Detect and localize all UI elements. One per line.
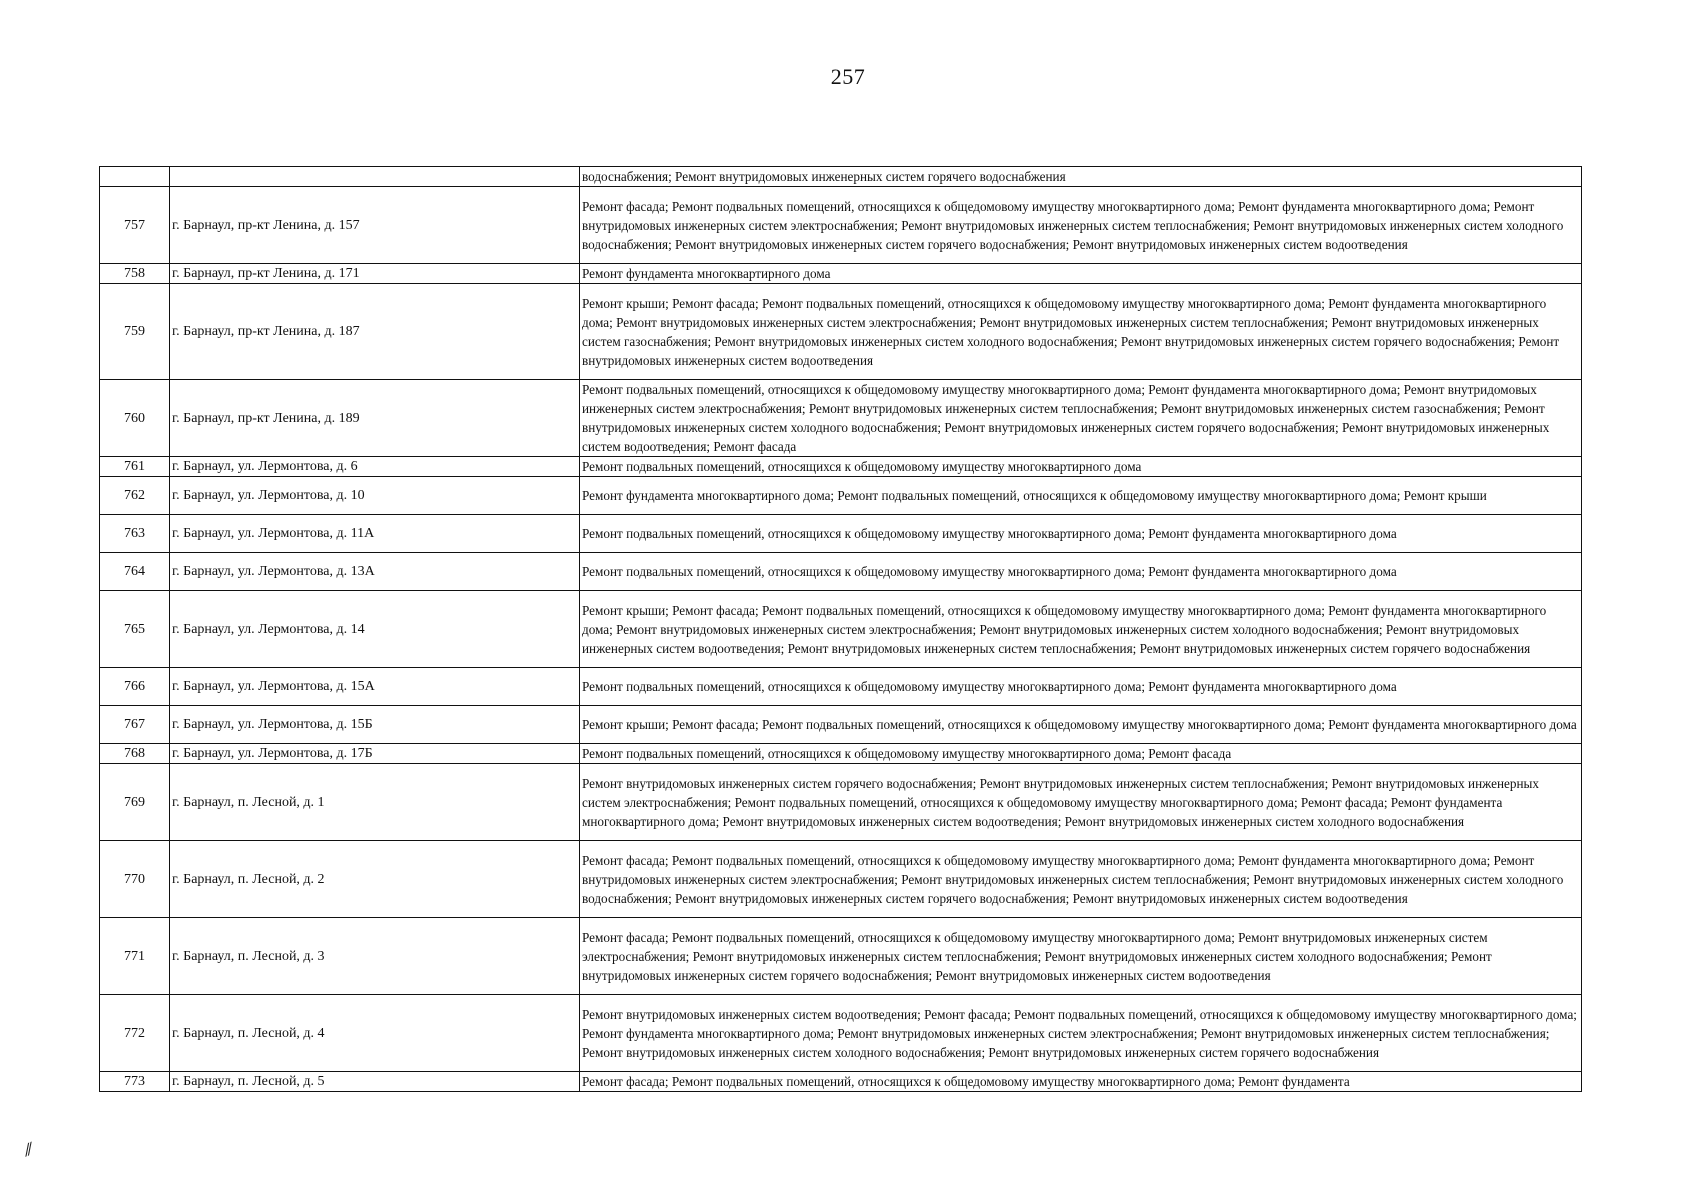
row-works: Ремонт фасада; Ремонт подвальных помещений, относящихся к общедомовому имуществу многоквартирного дома; Ремонт фундамента многоквартирного дома; Ремонт внутридомовых инженерных систем электроснабжения; Ремонт внутридомовых инженерных систем теплоснабжения; Ремонт внутридомовых инженерных систем холодного водоснабжения; Ремонт внутридомовых инженерных систем горячего водоснабжения; Ремонт внутридомовых инженерных систем водоотведения: [580, 841, 1582, 918]
row-address: г. Барнаул, п. Лесной, д. 2: [170, 841, 580, 918]
table-row: [100, 918, 1582, 995]
row-address: г. Барнаул, пр-кт Ленина, д. 187: [170, 284, 580, 380]
row-works: Ремонт фасада; Ремонт подвальных помещений, относящихся к общедомовому имуществу многоквартирного дома; Ремонт внутридомовых инженерных систем электроснабжения; Ремонт внутридомовых инженерных систем теплоснабжения; Ремонт внутридомовых инженерных систем холодного водоснабжения; Ремонт внутридомовых инженерных систем горячего водоснабжения; Ремонт внутридомовых инженерных систем водоотведения: [580, 918, 1582, 995]
row-number: 761: [100, 457, 170, 477]
row-works: Ремонт фасада; Ремонт подвальных помещений, относящихся к общедомовому имуществу многоквартирного дома; Ремонт фундамента: [580, 1072, 1582, 1092]
row-number: 762: [100, 477, 170, 515]
row-works: Ремонт крыши; Ремонт фасада; Ремонт подвальных помещений, относящихся к общедомовому имуществу многоквартирного дома; Ремонт фундамента многоквартирного дома; Ремонт внутридомовых инженерных систем электроснабжения; Ремонт внутридомовых инженерных систем теплоснабжения; Ремонт внутридомовых инженерных систем газоснабжения; Ремонт внутридомовых инженерных систем холодного водоснабжения; Ремонт внутридомовых инженерных систем горячего водоснабжения; Ремонт внутридомовых инженерных систем водоотведения: [580, 284, 1582, 380]
repair-works-table: [99, 166, 1582, 1092]
row-number: 760: [100, 380, 170, 457]
row-number: 766: [100, 668, 170, 706]
row-number: 771: [100, 918, 170, 995]
table-row: [100, 764, 1582, 841]
row-works: Ремонт подвальных помещений, относящихся к общедомовому имуществу многоквартирного дома; Ремонт фундамента многоквартирного дома: [580, 668, 1582, 706]
table-row: [100, 668, 1582, 706]
table-row: [100, 187, 1582, 264]
table-row: [100, 515, 1582, 553]
table-row: [100, 477, 1582, 515]
row-address: г. Барнаул, п. Лесной, д. 4: [170, 995, 580, 1072]
row-number: 765: [100, 591, 170, 668]
table-row: [100, 380, 1582, 457]
row-works: водоснабжения; Ремонт внутридомовых инженерных систем горячего водоснабжения: [580, 167, 1582, 187]
page-number: 257: [830, 64, 866, 89]
row-number: 768: [100, 744, 170, 764]
row-address: г. Барнаул, ул. Лермонтова, д. 13А: [170, 553, 580, 591]
row-address: г. Барнаул, ул. Лермонтова, д. 15Б: [170, 706, 580, 744]
row-works: Ремонт крыши; Ремонт фасада; Ремонт подвальных помещений, относящихся к общедомовому имуществу многоквартирного дома; Ремонт фундамента многоквартирного дома: [580, 706, 1582, 744]
table-row: [100, 591, 1582, 668]
row-address: г. Барнаул, ул. Лермонтова, д. 11А: [170, 515, 580, 553]
table-row: [100, 167, 1582, 187]
row-address: г. Барнаул, п. Лесной, д. 3: [170, 918, 580, 995]
table-row: [100, 553, 1582, 591]
row-number: 759: [100, 284, 170, 380]
row-number: 767: [100, 706, 170, 744]
row-address: г. Барнаул, пр-кт Ленина, д. 189: [170, 380, 580, 457]
row-address: г. Барнаул, ул. Лермонтова, д. 14: [170, 591, 580, 668]
row-number: 757: [100, 187, 170, 264]
row-works: Ремонт подвальных помещений, относящихся к общедомовому имуществу многоквартирного дома; Ремонт фасада: [580, 744, 1582, 764]
table-row: [100, 744, 1582, 764]
row-number: 764: [100, 553, 170, 591]
table-row: [100, 995, 1582, 1072]
row-works: Ремонт подвальных помещений, относящихся к общедомовому имуществу многоквартирного дома; Ремонт фундамента многоквартирного дома; Ремонт внутридомовых инженерных систем электроснабжения; Ремонт внутридомовых инженерных систем теплоснабжения; Ремонт внутридомовых инженерных систем газоснабжения; Ремонт внутридомовых инженерных систем холодного водоснабжения; Ремонт внутридомовых инженерных систем горячего водоснабжения; Ремонт внутридомовых инженерных систем водоотведения; Ремонт фасада: [580, 380, 1582, 457]
row-number: 772: [100, 995, 170, 1072]
row-address: [170, 167, 580, 187]
row-works: Ремонт подвальных помещений, относящихся к общедомовому имуществу многоквартирного дома; Ремонт фундамента многоквартирного дома: [580, 553, 1582, 591]
table-row: [100, 706, 1582, 744]
table-row: [100, 457, 1582, 477]
table-row: [100, 264, 1582, 284]
row-address: г. Барнаул, ул. Лермонтова, д. 17Б: [170, 744, 580, 764]
row-address: г. Барнаул, пр-кт Ленина, д. 171: [170, 264, 580, 284]
row-number: [100, 167, 170, 187]
row-works: Ремонт внутридомовых инженерных систем водоотведения; Ремонт фасада; Ремонт подвальных помещений, относящихся к общедомовому имуществу многоквартирного дома; Ремонт фундамента многоквартирного дома; Ремонт внутридомовых инженерных систем электроснабжения; Ремонт внутридомовых инженерных систем теплоснабжения; Ремонт внутридомовых инженерных систем холодного водоснабжения; Ремонт внутридомовых инженерных систем горячего водоснабжения: [580, 995, 1582, 1072]
row-address: г. Барнаул, ул. Лермонтова, д. 6: [170, 457, 580, 477]
row-works: Ремонт фундамента многоквартирного дома: [580, 264, 1582, 284]
row-number: 758: [100, 264, 170, 284]
table-row: [100, 1072, 1582, 1092]
row-works: Ремонт фасада; Ремонт подвальных помещений, относящихся к общедомовому имуществу многоквартирного дома; Ремонт фундамента многоквартирного дома; Ремонт внутридомовых инженерных систем электроснабжения; Ремонт внутридомовых инженерных систем теплоснабжения; Ремонт внутридомовых инженерных систем холодного водоснабжения; Ремонт внутридомовых инженерных систем горячего водоснабжения; Ремонт внутридомовых инженерных систем водоотведения: [580, 187, 1582, 264]
row-number: 769: [100, 764, 170, 841]
row-works: Ремонт подвальных помещений, относящихся к общедомовому имуществу многоквартирного дома: [580, 457, 1582, 477]
row-number: 773: [100, 1072, 170, 1092]
row-address: г. Барнаул, ул. Лермонтова, д. 15А: [170, 668, 580, 706]
table-row: [100, 841, 1582, 918]
row-works: Ремонт подвальных помещений, относящихся к общедомовому имуществу многоквартирного дома; Ремонт фундамента многоквартирного дома: [580, 515, 1582, 553]
row-works: Ремонт фундамента многоквартирного дома; Ремонт подвальных помещений, относящихся к общедомовому имуществу многоквартирного дома; Ремонт крыши: [580, 477, 1582, 515]
row-number: 770: [100, 841, 170, 918]
row-works: Ремонт внутридомовых инженерных систем горячего водоснабжения; Ремонт внутридомовых инженерных систем теплоснабжения; Ремонт внутридомовых инженерных систем электроснабжения; Ремонт подвальных помещений, относящихся к общедомовому имуществу многоквартирного дома; Ремонт фасада; Ремонт фундамента многоквартирного дома; Ремонт внутридомовых инженерных систем водоотведения; Ремонт внутридомовых инженерных систем холодного водоснабжения: [580, 764, 1582, 841]
row-address: г. Барнаул, п. Лесной, д. 1: [170, 764, 580, 841]
row-number: 763: [100, 515, 170, 553]
table-row: [100, 284, 1582, 380]
row-address: г. Барнаул, пр-кт Ленина, д. 157: [170, 187, 580, 264]
row-works: Ремонт крыши; Ремонт фасада; Ремонт подвальных помещений, относящихся к общедомовому имуществу многоквартирного дома; Ремонт фундамента многоквартирного дома; Ремонт внутридомовых инженерных систем электроснабжения; Ремонт внутридомовых инженерных систем холодного водоснабжения; Ремонт внутридомовых инженерных систем водоотведения; Ремонт внутридомовых инженерных систем теплоснабжения; Ремонт внутридомовых инженерных систем горячего водоснабжения: [580, 591, 1582, 668]
row-address: г. Барнаул, ул. Лермонтова, д. 10: [170, 477, 580, 515]
scan-artifact-mark: ⁄⁄: [22, 1139, 35, 1160]
row-address: г. Барнаул, п. Лесной, д. 5: [170, 1072, 580, 1092]
